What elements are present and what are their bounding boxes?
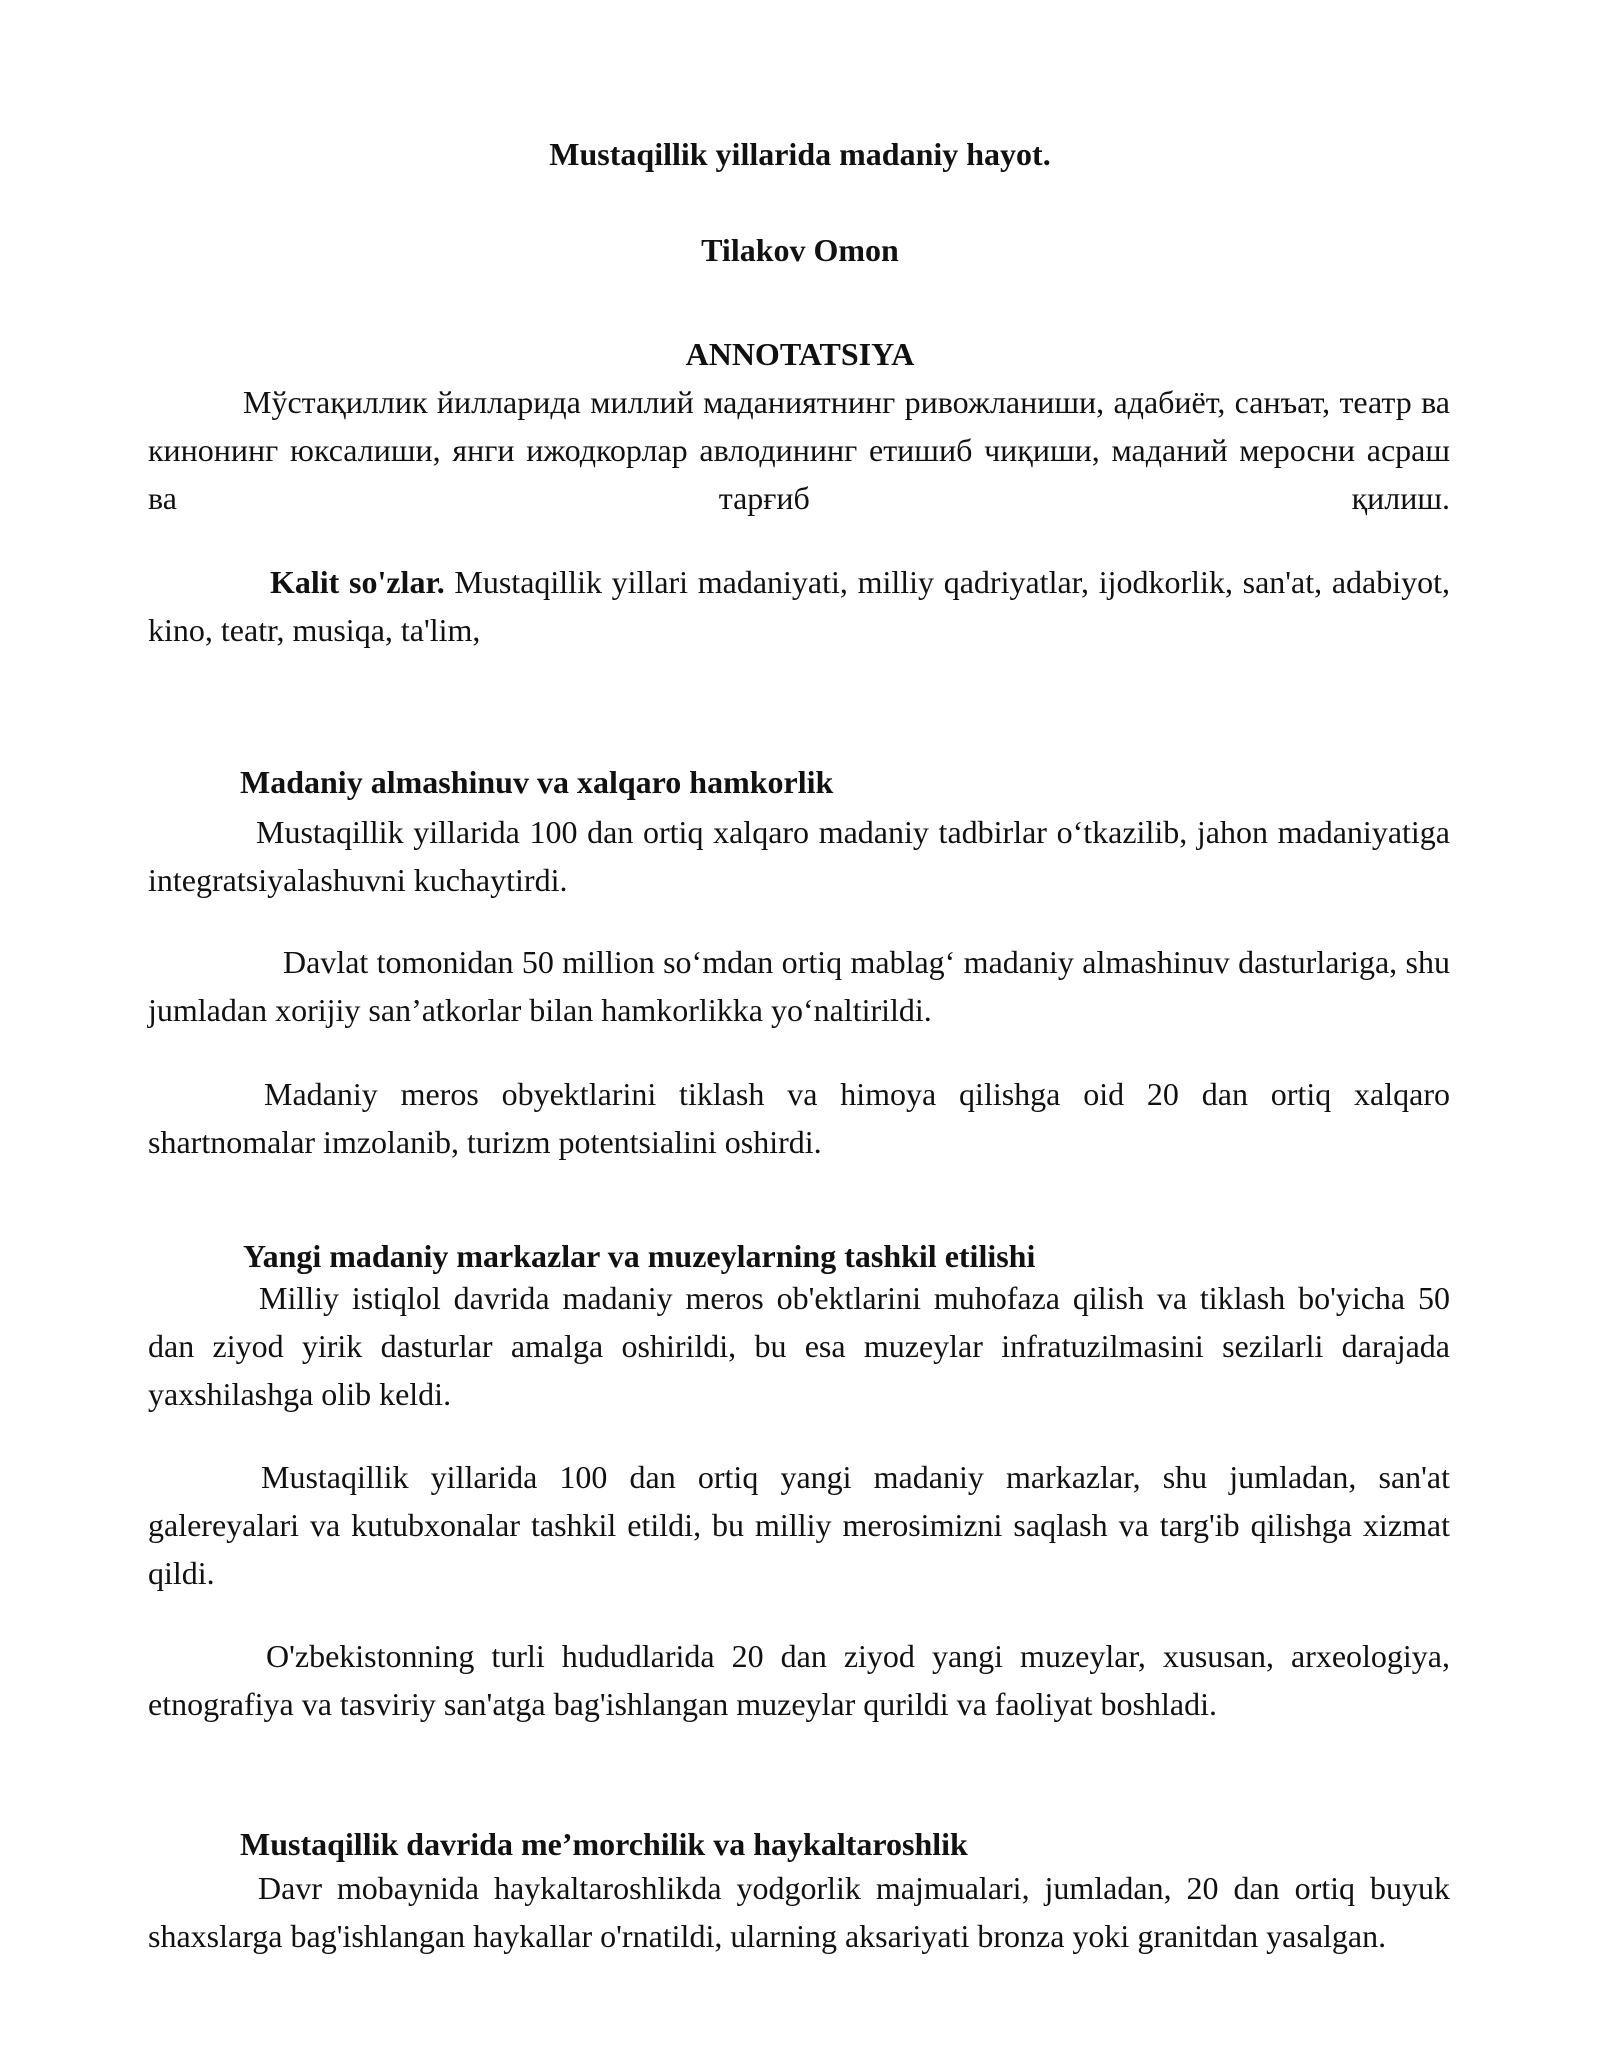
annotation-text: Мўстақиллик йилларида миллий маданиятнинг ривожланиши, адабиёт, санъат, театр ва кинонинг юксалиши, янги ижодкорлар авлодининг етишиб чиқиши, маданий меросни асраш ва тарғиб қилиш.	[148, 384, 1450, 516]
section-heading: Madaniy almashinuv va xalqaro hamkorlik	[240, 764, 834, 800]
body-paragraph: Milliy istiqlol davrida madaniy meros ob'ektlarini muhofaza qilish va tiklash bo'yicha 50 dan ziyod yirik dasturlar amalga oshirildi, bu esa muzeylar infratuzilmasini sezilarli darajada yaxshilashga olib keldi.	[148, 1280, 1450, 1412]
author-name: Tilakov Omon	[701, 232, 899, 268]
section-heading: Yangi madaniy markazlar va muzeylarning tashkil etilishi	[243, 1238, 1036, 1274]
body-paragraph: Mustaqillik yillarida 100 dan ortiq xalqaro madaniy tadbirlar oʻtkazilib, jahon madaniyatiga integratsiyalashuvni kuchaytirdi.	[148, 814, 1450, 898]
section-heading: Mustaqillik davrida me’morchilik va haykaltaroshlik	[240, 1826, 968, 1862]
body-paragraph: Mustaqillik yillarida 100 dan ortiq yangi madaniy markazlar, shu jumladan, san'at galereyalari va kutubxonalar tashkil etildi, bu milliy merosimizni saqlash va targ'ib qilishga xizmat qildi.	[148, 1459, 1450, 1591]
body-paragraph: Davr mobaynida haykaltaroshlikda yodgorlik majmualari, jumladan, 20 dan ortiq buyuk shaxslarga bag'ishlangan haykallar o'rnatildi, ularning aksariyati bronza yoki granitdan yasalgan.	[148, 1870, 1450, 1954]
keywords-text: Mustaqillik yillari madaniyati, milliy qadriyatlar, ijodkorlik, san'at, adabiyot, kino, teatr, musiqa, ta'lim,	[148, 564, 1451, 648]
keywords-label: Kalit so'zlar.	[270, 564, 445, 600]
body-paragraph: Madaniy meros obyektlarini tiklash va himoya qilishga oid 20 dan ortiq xalqaro shartnomalar imzolanib, turizm potentsialini oshirdi.	[148, 1076, 1450, 1160]
body-paragraph: Davlat tomonidan 50 million soʻmdan ortiq mablagʻ madaniy almashinuv dasturlariga, shu jumladan xorijiy san’atkorlar bilan hamkorlikka yoʻnaltirildi.	[148, 944, 1450, 1028]
annotation-heading: ANNOTATSIYA	[685, 336, 915, 372]
document-title: Mustaqillik yillarida madaniy hayot.	[549, 136, 1051, 172]
body-paragraph: O'zbekistonning turli hududlarida 20 dan ziyod yangi muzeylar, xususan, arxeologiya, etnografiya va tasviriy san'atga bag'ishlangan muzeylar qurildi va faoliyat boshladi.	[148, 1638, 1450, 1722]
keywords-paragraph	[148, 558, 1450, 654]
